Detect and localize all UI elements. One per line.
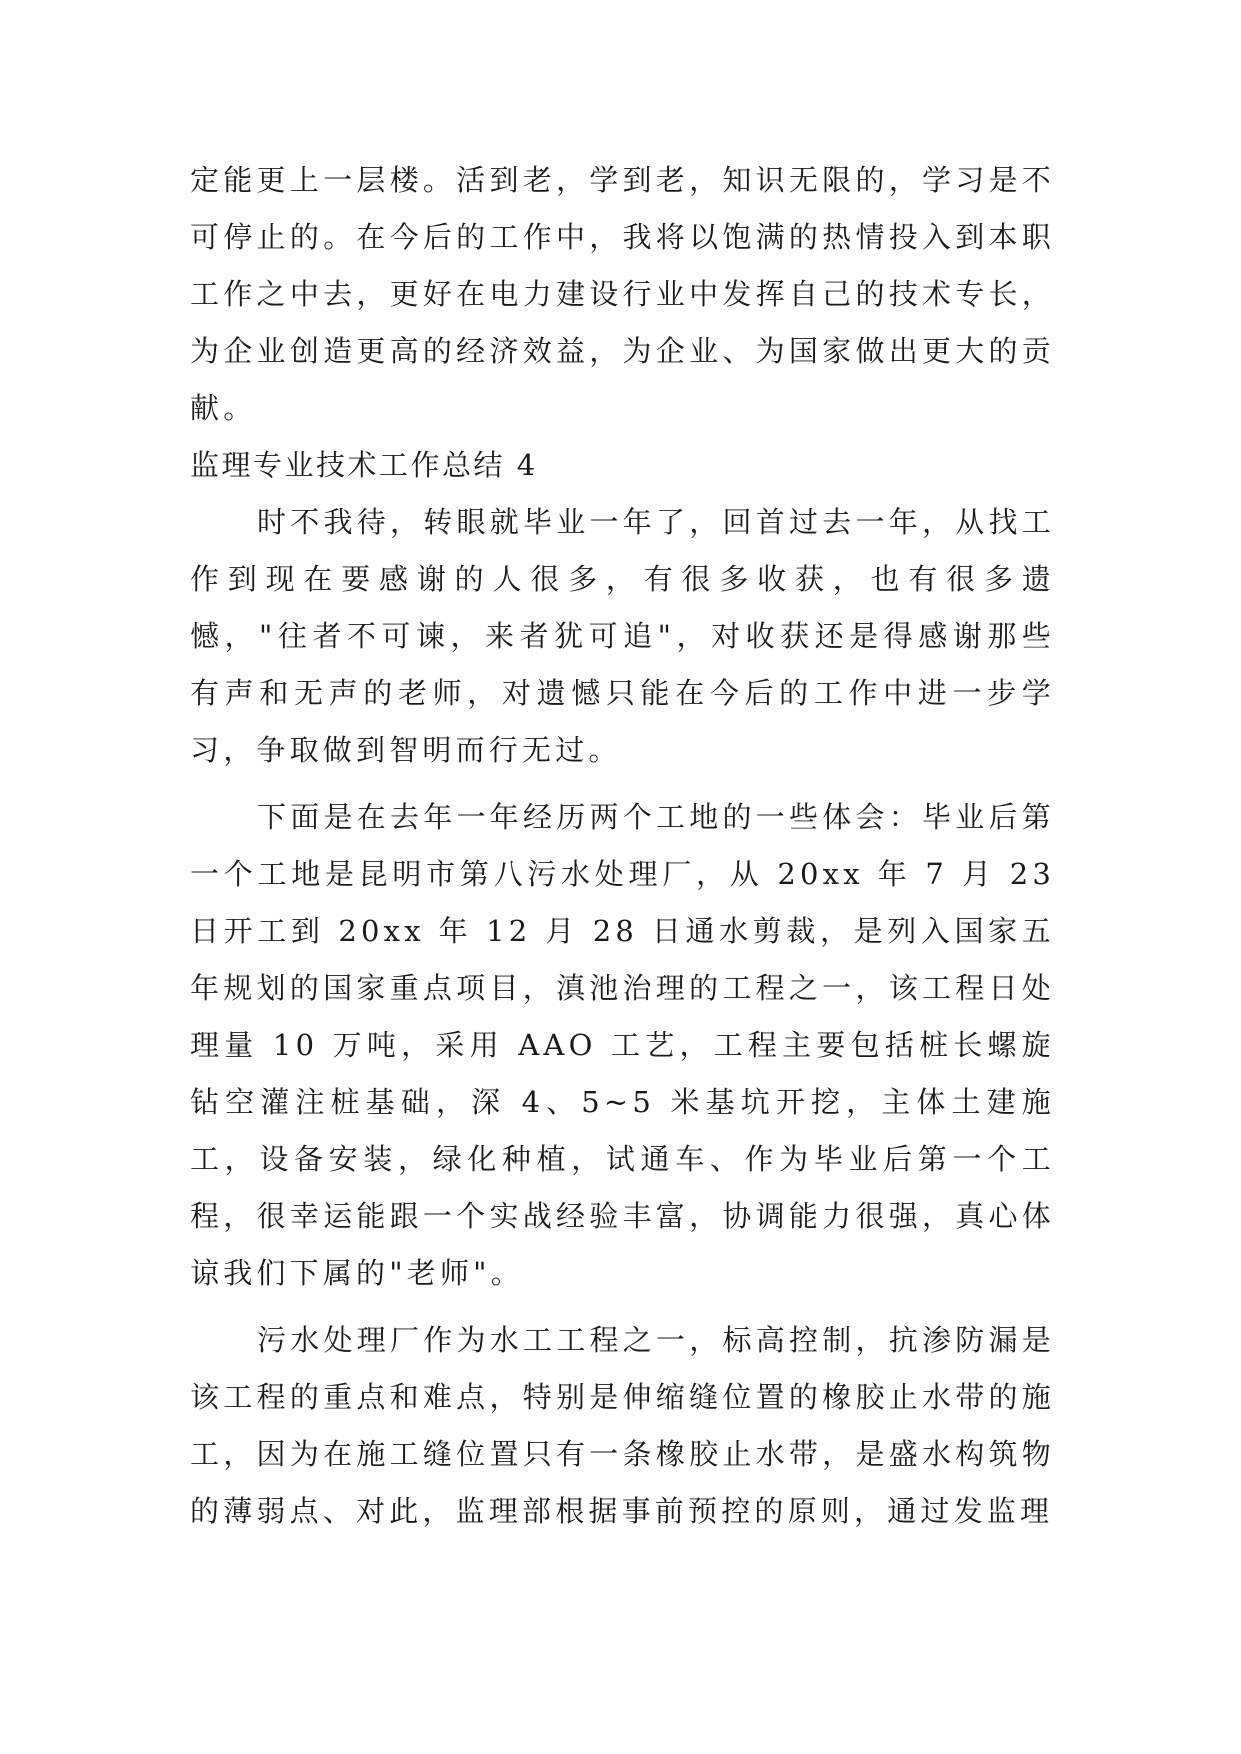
paragraph: 下面是在去年一年经历两个工地的一些体会：毕业后第一个工地是昆明市第八污水处理厂，从 20xx 年 7 月 23 日开工到 20xx 年 12 月 28 日通水剪裁，是列入国家五年规划的国家重点项目，滇池治理的工程之一，该工程日处理量 10 万吨，采用 AAO 工艺，工程主要包括桩长螺旋钻空灌注桩基础，深 4、5~5 米基坑开挖，主体土建施工，设备安装，绿化种植，试通车、作为毕业后第一个工程，很幸运能跟一个实战经验丰富，协调能力很强，真心体谅我们下属的"老师"。 xyxy=(190,800,1055,1290)
paragraph-spacer xyxy=(190,1302,1055,1312)
paragraph-spacer xyxy=(190,779,1055,789)
paragraph: 污水处理厂作为水工工程之一，标高控制，抗渗防漏是该工程的重点和难点，特别是伸缩缝位置的橡胶止水带的施工，因为在施工缝位置只有一条橡胶止水带，是盛水构筑物的薄弱点、对此，监理部根据事前预控的原则，通过发监理 xyxy=(190,1323,1055,1528)
section-title: 监理专业技术工作总结 4 xyxy=(190,448,538,482)
document-body xyxy=(190,152,1055,1540)
paragraph: 时不我待，转眼就毕业一年了，回首过去一年，从找工作到现在要感谢的人很多，有很多收获，也有很多遗憾，"往者不可谏，来者犹可追"，对收获还是得感谢那些有声和无声的老师，对遗憾只能在今后的工作中进一步学习，争取做到智明而行无过。 xyxy=(190,505,1055,767)
continued-paragraph: 定能更上一层楼。活到老，学到老，知识无限的，学习是不可停止的。在今后的工作中，我将以饱满的热情投入到本职工作之中去，更好在电力建设行业中发挥自己的技术专长，为企业创造更高的经济效益，为企业、为国家做出更大的贡献。 xyxy=(190,163,1055,425)
